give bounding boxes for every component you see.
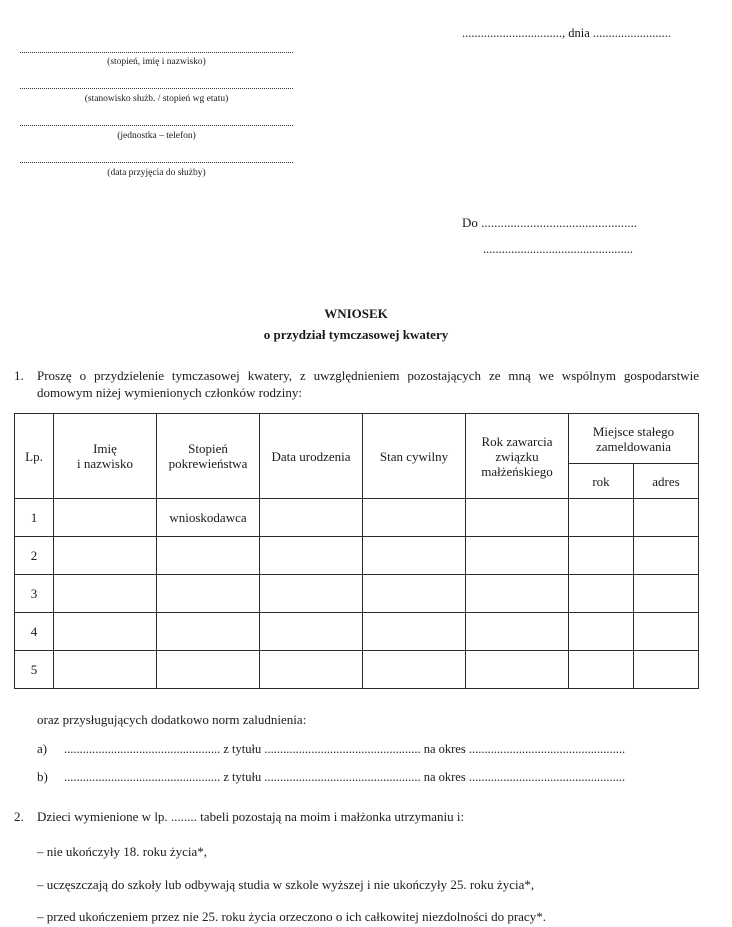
header-lp: Lp. bbox=[15, 414, 54, 499]
recipient-field-2[interactable]: ................................................ bbox=[483, 242, 633, 256]
cell-birth-date[interactable] bbox=[260, 499, 363, 537]
table-row bbox=[15, 651, 699, 689]
sender-rank-name-line[interactable] bbox=[20, 52, 293, 53]
sender-service-date-line[interactable] bbox=[20, 162, 293, 163]
cell-residence-year[interactable] bbox=[569, 499, 634, 537]
cell-marriage-year[interactable] bbox=[466, 537, 569, 575]
cell-marriage-year[interactable] bbox=[466, 499, 569, 537]
cell-birth-date[interactable] bbox=[260, 613, 363, 651]
cell-relation[interactable] bbox=[157, 613, 260, 651]
sender-unit-phone-caption: (jednostka – telefon) bbox=[117, 131, 196, 141]
cell-lp: 2 bbox=[15, 537, 54, 575]
section2-bullet-3[interactable]: – przed ukończeniem przez nie 25. roku życia orzeczono o ich całkowitej niezdolności do pracy*. bbox=[37, 909, 546, 924]
cell-name[interactable] bbox=[54, 537, 157, 575]
section1-number: 1. bbox=[14, 368, 24, 383]
cell-civil-status[interactable] bbox=[363, 499, 466, 537]
table-row bbox=[15, 537, 699, 575]
recipient-field-1[interactable]: Do ................................................ bbox=[462, 215, 638, 230]
cell-lp: 4 bbox=[15, 613, 54, 651]
header-birth-date: Data urodzenia bbox=[260, 414, 363, 499]
cell-civil-status[interactable] bbox=[363, 537, 466, 575]
cell-residence-year[interactable] bbox=[569, 575, 634, 613]
section1-text-line2: domowym niżej wymienionych członków rodziny: bbox=[37, 385, 303, 400]
cell-residence-address[interactable] bbox=[634, 651, 699, 689]
cell-residence-address[interactable] bbox=[634, 575, 699, 613]
cell-birth-date[interactable] bbox=[260, 651, 363, 689]
cell-lp: 1 bbox=[15, 499, 54, 537]
table-row bbox=[15, 499, 699, 537]
cell-residence-year[interactable] bbox=[569, 613, 634, 651]
cell-relation[interactable] bbox=[157, 537, 260, 575]
cell-civil-status[interactable] bbox=[363, 651, 466, 689]
section2-text: Dzieci wymienione w lp. ........ tabeli pozostają na moim i małżonka utrzymaniu i: bbox=[37, 809, 465, 824]
header-civil-status: Stan cywilny bbox=[363, 414, 466, 499]
sender-position-caption: (stanowisko służb. / stopień wg etatu) bbox=[84, 94, 229, 104]
cell-residence-year[interactable] bbox=[569, 651, 634, 689]
sender-rank-name-caption: (stopień, imię i nazwisko) bbox=[107, 57, 206, 67]
cell-residence-address[interactable] bbox=[634, 537, 699, 575]
cell-civil-status[interactable] bbox=[363, 575, 466, 613]
document-title: WNIOSEK bbox=[324, 306, 388, 321]
cell-marriage-year[interactable] bbox=[466, 651, 569, 689]
sender-position-line[interactable] bbox=[20, 88, 293, 89]
document-subtitle: o przydział tymczasowej kwatery bbox=[263, 327, 449, 342]
norm-a-label: a) bbox=[37, 741, 48, 756]
header-relation: Stopień pokrewieństwa bbox=[157, 414, 260, 499]
cell-marriage-year[interactable] bbox=[466, 613, 569, 651]
section2-bullet-1[interactable]: – nie ukończyły 18. roku życia*, bbox=[37, 844, 208, 859]
cell-civil-status[interactable] bbox=[363, 613, 466, 651]
cell-residence-address[interactable] bbox=[634, 613, 699, 651]
cell-residence-year[interactable] bbox=[569, 537, 634, 575]
norms-intro: oraz przysługujących dodatkowo norm zaludnienia: bbox=[37, 712, 307, 727]
cell-name[interactable] bbox=[54, 575, 157, 613]
cell-birth-date[interactable] bbox=[260, 537, 363, 575]
norm-b-label: b) bbox=[37, 769, 48, 784]
section2-number: 2. bbox=[14, 809, 24, 824]
cell-lp: 3 bbox=[15, 575, 54, 613]
section2-bullet-2[interactable]: – uczęszczają do szkoły lub odbywają studia w szkole wyższej i nie ukończyły 25. roku życia*, bbox=[37, 877, 535, 892]
cell-name[interactable] bbox=[54, 613, 157, 651]
header-marriage-year: Rok zawarcia związku małżeńskiego bbox=[466, 414, 569, 499]
norm-b-field[interactable]: .................................................. z tytułu .................................................. na okres .................................................. bbox=[64, 770, 626, 784]
table-row bbox=[15, 613, 699, 651]
cell-birth-date[interactable] bbox=[260, 575, 363, 613]
place-date-field[interactable]: ................................, dnia ......................... bbox=[462, 26, 672, 40]
cell-marriage-year[interactable] bbox=[466, 575, 569, 613]
header-residence: Miejsce stałego zameldowania bbox=[569, 414, 699, 464]
section1-text-line1: Proszę o przydzielenie tymczasowej kwatery, z uwzględnieniem pozostających ze mną we wspólnym gospodarstwie bbox=[37, 368, 699, 383]
header-residence-address: adres bbox=[634, 464, 699, 499]
table-row bbox=[15, 575, 699, 613]
header-name: Imię i nazwisko bbox=[54, 414, 157, 499]
cell-lp: 5 bbox=[15, 651, 54, 689]
cell-relation[interactable] bbox=[157, 651, 260, 689]
cell-name[interactable] bbox=[54, 651, 157, 689]
cell-residence-address[interactable] bbox=[634, 499, 699, 537]
sender-unit-phone-line[interactable] bbox=[20, 125, 293, 126]
cell-relation[interactable] bbox=[157, 575, 260, 613]
sender-service-date-caption: (data przyjęcia do służby) bbox=[107, 168, 206, 178]
norm-a-field[interactable]: .................................................. z tytułu .................................................. na okres .................................................. bbox=[64, 742, 626, 756]
family-members-table bbox=[14, 413, 699, 689]
cell-relation[interactable]: wnioskodawca bbox=[157, 499, 260, 537]
header-residence-year: rok bbox=[569, 464, 634, 499]
cell-name[interactable] bbox=[54, 499, 157, 537]
